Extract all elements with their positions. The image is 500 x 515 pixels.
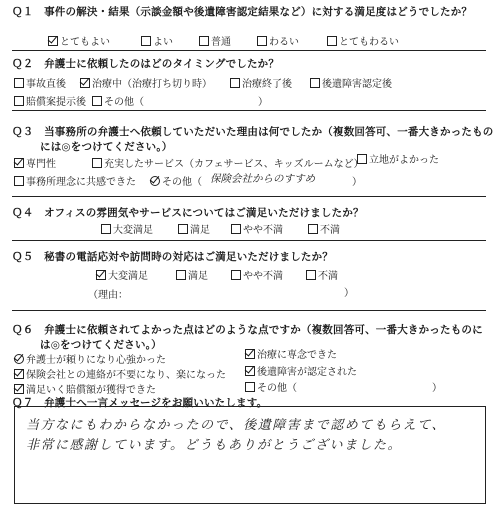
checkbox[interactable] [231, 270, 241, 280]
q3-title-line1: Ｑ３ 当事務所の弁護士へ依頼していただいた理由は何でしたか（複数回答可、一番大きかったもの [12, 126, 494, 138]
q3-other-close: ） [352, 177, 362, 188]
q2-option-after-treatment[interactable]: 治療終了後 [230, 75, 292, 90]
q3-other-handwritten: 保険会社からのすすめ [210, 173, 316, 185]
q2-option-after-certification[interactable]: 後遺障害認定後 [310, 75, 392, 90]
q5-option-unsatisfied[interactable]: 不満 [306, 267, 338, 282]
q6-option-reliable[interactable]: 弁護士が頼りになり心強かった [14, 351, 166, 366]
checkbox[interactable] [231, 224, 241, 234]
q3-option-services[interactable]: 充実したサービス（カフェサービス、キッズルームなど） [92, 155, 364, 170]
divider [12, 110, 486, 111]
q4-option-very-satisfied[interactable]: 大変満足 [101, 221, 153, 236]
checkbox[interactable] [178, 224, 188, 234]
divider [12, 240, 486, 241]
q6-option-focus-treatment[interactable]: 治療に専念できた [245, 346, 337, 361]
checkbox-checked[interactable] [80, 78, 90, 88]
q6-option-no-insurance-contact[interactable]: 保険会社との連絡が不要になり、楽になった [14, 366, 226, 381]
q1-option-normal[interactable]: 普通 [199, 33, 231, 48]
checkbox-checked[interactable] [245, 366, 255, 376]
checkbox[interactable] [101, 224, 111, 234]
checkbox[interactable] [308, 224, 318, 234]
checkbox[interactable] [176, 270, 186, 280]
message-line2: 非常に感謝しています。どうもありがとうございました。 [26, 438, 402, 453]
q2-option-after-offer[interactable]: 賠償案提示後 [14, 93, 86, 108]
checkbox-checked[interactable] [48, 36, 58, 46]
q5-option-slightly-unsatisfied[interactable]: やや不満 [231, 267, 283, 282]
q5-reason-close: ） [344, 288, 354, 299]
checkbox-double-circled[interactable] [14, 354, 24, 364]
checkbox-checked[interactable] [96, 270, 106, 280]
q1-option-very-bad[interactable]: とてもわるい [327, 33, 399, 48]
checkbox[interactable] [92, 96, 102, 106]
q5-reason-label: （理由： [88, 290, 128, 301]
checkbox[interactable] [141, 36, 151, 46]
q6-title-line2: は◎をつけてください。） [40, 339, 162, 351]
q5-option-satisfied[interactable]: 満足 [176, 267, 208, 282]
q1-option-very-good[interactable]: とてもよい [48, 33, 110, 48]
q6-other-close: ） [432, 383, 442, 394]
q4-option-unsatisfied[interactable]: 不満 [308, 221, 340, 236]
q5-title: Ｑ５ 秘書の電話応対や訪問時の対応はご満足いただけましたか？ [12, 251, 333, 263]
checkbox[interactable] [357, 154, 367, 164]
q3-option-philosophy[interactable]: 事務所理念に共感できた [14, 173, 136, 188]
q6-option-certified[interactable]: 後遺障害が認定された [245, 363, 357, 378]
checkbox[interactable] [245, 382, 255, 392]
checkbox[interactable] [257, 36, 267, 46]
q6-option-other[interactable]: その他（ [245, 379, 297, 394]
message-line1: 当方なにもわからなかったので、後遺障害まで認めてもらえて、 [26, 418, 446, 433]
checkbox-checked[interactable] [14, 384, 24, 394]
q3-option-other[interactable]: その他（ [150, 173, 202, 188]
checkbox[interactable] [327, 36, 337, 46]
checkbox[interactable] [306, 270, 316, 280]
q2-other-close: ） [258, 97, 268, 108]
q4-title: Ｑ４ オフィスの雰囲気やサービスについてはご満足いただけましたか？ [12, 207, 364, 219]
checkbox[interactable] [199, 36, 209, 46]
checkbox[interactable] [92, 158, 102, 168]
checkbox[interactable] [230, 78, 240, 88]
q1-title: Ｑ１ 事件の解決・結果（示談金額や後遺障害認定結果など）に対する満足度はどうでしたか？ [12, 6, 473, 18]
q2-option-right-after[interactable]: 事故直後 [14, 75, 66, 90]
q1-option-good[interactable]: よい [141, 33, 173, 48]
checkbox[interactable] [14, 96, 24, 106]
divider [12, 310, 486, 311]
checkbox[interactable] [14, 78, 24, 88]
q3-option-location[interactable]: 立地がよかった [357, 151, 439, 166]
q5-option-very-satisfied[interactable]: 大変満足 [96, 267, 148, 282]
q4-option-slightly-unsatisfied[interactable]: やや不満 [231, 221, 283, 236]
q6-option-compensation[interactable]: 満足いく賠償額が獲得できた [14, 381, 156, 396]
q2-option-during-treatment[interactable]: 治療中（治療打ち切り時） [80, 75, 212, 90]
q2-title: Ｑ２ 弁護士に依頼したのはどのタイミングでしたか？ [12, 58, 280, 70]
q7-title: Ｑ７ 弁護士へ一言メッセージをお願いいたします。 [12, 397, 268, 409]
q4-option-satisfied[interactable]: 満足 [178, 221, 210, 236]
q2-option-other[interactable]: その他（ [92, 93, 144, 108]
checkbox[interactable] [310, 78, 320, 88]
checkbox-double-circled[interactable] [150, 176, 160, 186]
q6-title-line1: Ｑ６ 弁護士に依頼されてよかった点はどのような点ですか（複数回答可、一番大きかったものに [12, 324, 483, 336]
q1-option-bad[interactable]: わるい [257, 33, 299, 48]
checkbox-checked[interactable] [14, 369, 24, 379]
checkbox-checked[interactable] [245, 349, 255, 359]
q3-option-expertise[interactable]: 専門性 [14, 155, 56, 170]
divider [12, 50, 486, 51]
checkbox[interactable] [14, 176, 24, 186]
divider [12, 196, 486, 197]
q3-title-line2: には◎をつけてください。） [40, 141, 173, 153]
checkbox-checked[interactable] [14, 158, 24, 168]
